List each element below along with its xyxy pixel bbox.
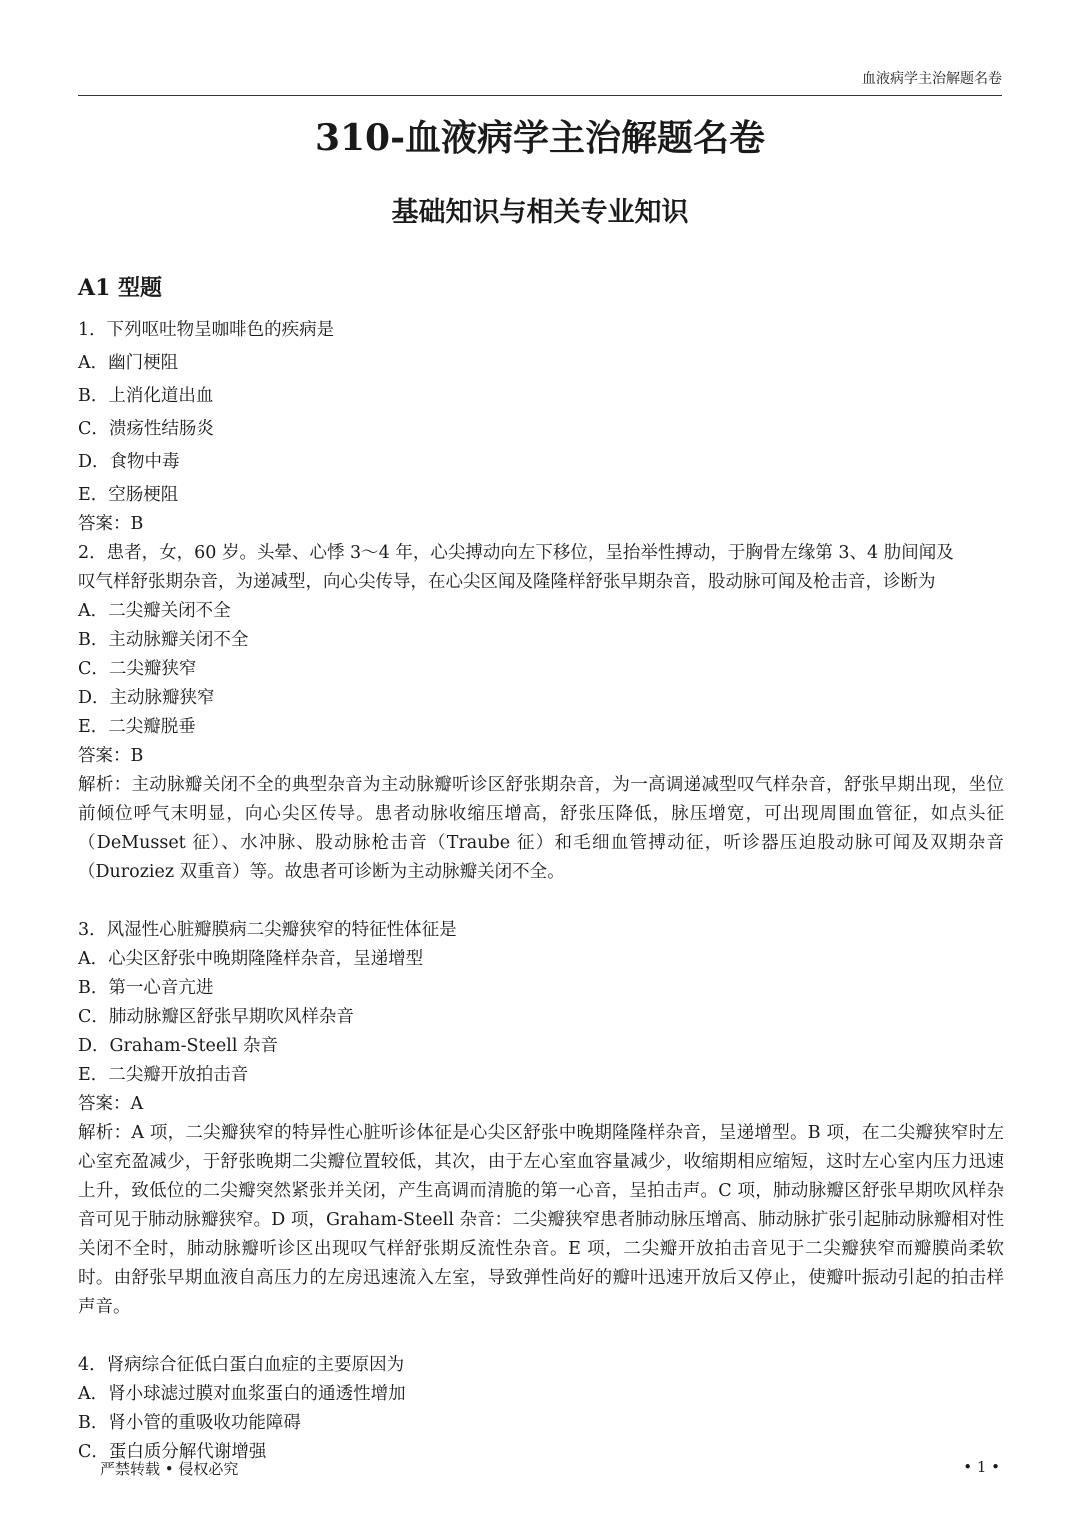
section-heading: A1 型题: [78, 275, 163, 301]
running-header: 血液病学主治解题名卷: [862, 71, 1002, 87]
page-number: • 1 •: [963, 1458, 1000, 1476]
question-stem: 3．风湿性心脏瓣膜病二尖瓣狭窄的特征性体征是: [78, 920, 457, 940]
option: A．肾小球滤过膜对血浆蛋白的通透性增加: [78, 1384, 406, 1404]
header-divider: [78, 95, 1002, 96]
option: E．二尖瓣开放拍击音: [78, 1065, 249, 1085]
answer: 答案：B: [78, 746, 144, 766]
option: B．第一心音亢进: [78, 978, 214, 998]
option: B．上消化道出血: [78, 386, 214, 406]
option: B．肾小管的重吸收功能障碍: [78, 1413, 301, 1433]
paragraph-spacer: [78, 1322, 1004, 1351]
option: A．二尖瓣关闭不全: [78, 601, 231, 621]
question-stem: 1．下列呕吐物呈咖啡色的疾病是: [78, 320, 335, 340]
option: E．空肠梗阻: [78, 485, 179, 505]
analysis-paragraph: 解析：A 项，二尖瓣狭窄的特异性心脏听诊体征是心尖区舒张中晚期隆隆样杂音，呈递增型。B 项，在二尖瓣狭窄时左心室充盈减少，于舒张晚期二尖瓣位置较低，其次，由于左心室血容量减少，收缩期相应缩短，这时左心室内压力迅速上升，致低位的二尖瓣突然紧张并关闭，产生高调而清脆的第一心音，呈拍击声。C 项，肺动脉瓣区舒张早期吹风样杂音可见于肺动脉瓣狭窄。D 项，Graham-Steell 杂音：二尖瓣狭窄患者肺动脉压增高、肺动脉扩张引起肺动脉瓣相对性关闭不全时，肺动脉瓣听诊区出现叹气样舒张期反流性杂音。E 项，二尖瓣开放拍击音见于二尖瓣狭窄而瓣膜尚柔软时。由舒张早期血液自高压力的左房迅速流入左室，导致弹性尚好的瓣叶迅速开放后又停止，使瓣叶振动引起的拍击样声音。: [78, 1123, 1004, 1317]
question-stem: 叹气样舒张期杂音，为递减型，向心尖传导，在心尖区闻及隆隆样舒张早期杂音，股动脉可闻及枪击音，诊断为: [78, 572, 936, 592]
question-list: [78, 316, 1004, 1467]
option: C．二尖瓣狭窄: [78, 659, 197, 679]
paragraph-spacer: [78, 887, 1004, 916]
option: B．主动脉瓣关闭不全: [78, 630, 249, 650]
option: D．Graham-Steell 杂音: [78, 1036, 279, 1056]
option: C．蛋白质分解代谢增强: [78, 1442, 267, 1462]
answer: 答案：A: [78, 1094, 144, 1114]
analysis-paragraph: 解析：主动脉瓣关闭不全的典型杂音为主动脉瓣听诊区舒张期杂音，为一高调递减型叹气样杂音，舒张早期出现，坐位前倾位呼气末明显，向心尖区传导。患者动脉收缩压增高，舒张压降低，脉压增宽，可出现周围血管征，如点头征（DeMusset 征）、水冲脉、股动脉枪击音（Traube 征）和毛细血管搏动征，听诊器压迫股动脉可闻及双期杂音（Duroziez 双重音）等。故患者可诊断为主动脉瓣关闭不全。: [78, 775, 1004, 882]
question-stem: 4．肾病综合征低白蛋白血症的主要原因为: [78, 1355, 405, 1375]
option: E．二尖瓣脱垂: [78, 717, 196, 737]
option: A．幽门梗阻: [78, 353, 179, 373]
copyright-notice: 严禁转载 • 侵权必究: [100, 1460, 239, 1478]
document-title: 310-血液病学主治解题名卷: [314, 117, 766, 159]
option: A．心尖区舒张中晚期隆隆样杂音，呈递增型: [78, 949, 424, 969]
answer: 答案：B: [78, 514, 144, 534]
option: D．主动脉瓣狭窄: [78, 688, 215, 708]
option: C．肺动脉瓣区舒张早期吹风样杂音: [78, 1007, 354, 1027]
document-subtitle: 基础知识与相关专业知识: [391, 197, 689, 228]
question-stem: 2．患者，女，60 岁。头晕、心悸 3～4 年，心尖搏动向左下移位，呈抬举性搏动，于胸骨左缘第 3、4 肋间闻及: [78, 543, 954, 563]
option: D．食物中毒: [78, 452, 180, 472]
option: C．溃疡性结肠炎: [78, 419, 214, 439]
